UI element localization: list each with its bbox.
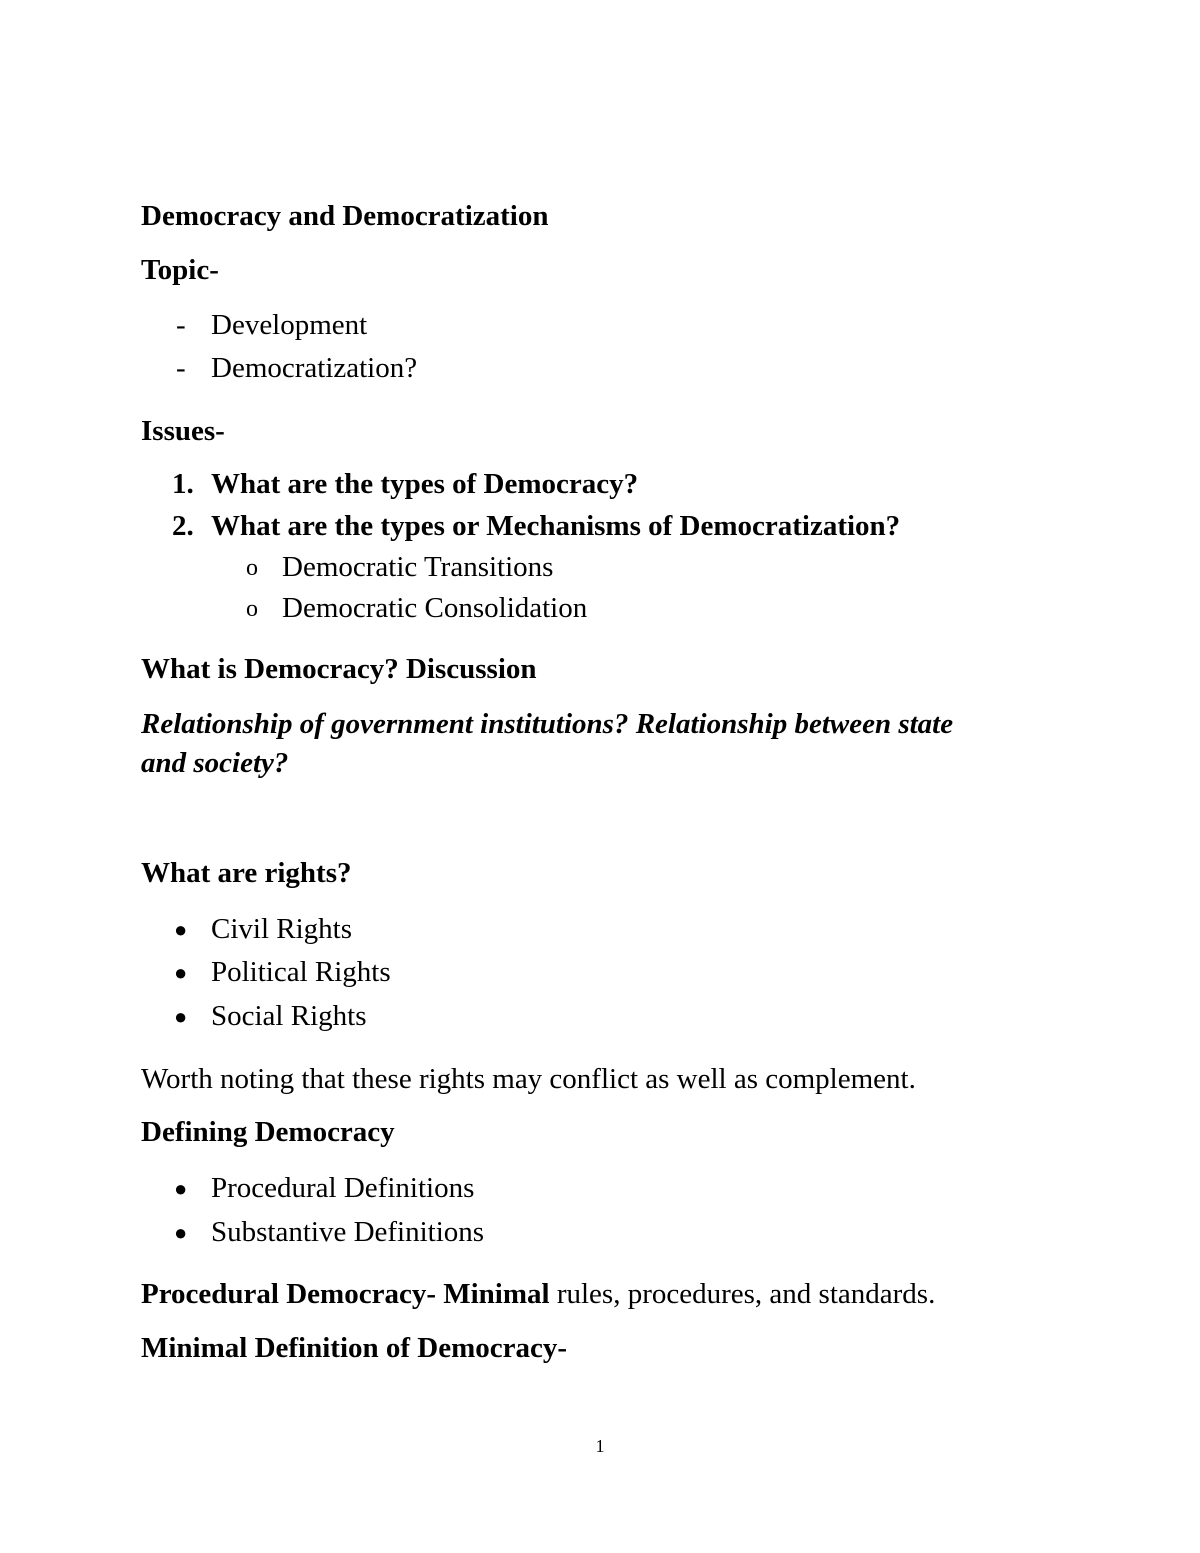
relationship-question-line: Relationship of government institutions? Relationship between state (141, 708, 954, 740)
what-is-democracy-heading: What is Democracy? Discussion (141, 653, 537, 685)
rights-item: Political Rights (211, 956, 391, 988)
dash-marker: - (176, 309, 186, 341)
circle-bullet-icon: o (246, 555, 258, 581)
issue-subitem: Democratic Transitions (282, 551, 554, 583)
page-number: 1 (595, 1436, 605, 1456)
rights-note: Worth noting that these rights may conflict as well as complement. (141, 1063, 916, 1095)
dash-marker: - (176, 352, 186, 384)
circle-bullet-icon: o (246, 596, 258, 622)
bullet-icon: ● (174, 1220, 188, 1245)
topic-item: Development (211, 309, 368, 341)
topic-item: Democratization? (211, 352, 418, 384)
rights-item: Social Rights (211, 1000, 367, 1032)
rights-item: Civil Rights (211, 913, 353, 945)
rights-heading: What are rights? (141, 857, 352, 889)
procedural-text: rules, procedures, and standards. (549, 1278, 936, 1310)
defining-item: Procedural Definitions (211, 1172, 475, 1204)
list-number: 1. (172, 468, 194, 500)
relationship-question-line: and society? (141, 747, 289, 779)
minimal-definition-heading: Minimal Definition of Democracy- (141, 1332, 568, 1364)
bullet-icon: ● (174, 960, 188, 985)
bullet-icon: ● (174, 1004, 188, 1029)
defining-democracy-heading: Defining Democracy (141, 1116, 395, 1148)
document-title: Democracy and Democratization (141, 200, 549, 232)
bullet-icon: ● (174, 917, 188, 942)
issues-heading: Issues- (141, 415, 225, 447)
issue-subitem: Democratic Consolidation (282, 592, 588, 624)
defining-item: Substantive Definitions (211, 1216, 485, 1248)
bullet-icon: ● (174, 1176, 188, 1201)
list-number: 2. (172, 510, 194, 542)
topic-heading: Topic- (141, 254, 219, 286)
issue-item: What are the types or Mechanisms of Democratization? (211, 510, 901, 542)
procedural-label: Procedural Democracy- Minimal (141, 1278, 550, 1310)
issue-item: What are the types of Democracy? (211, 468, 639, 500)
procedural-democracy-line (141, 1276, 935, 1312)
